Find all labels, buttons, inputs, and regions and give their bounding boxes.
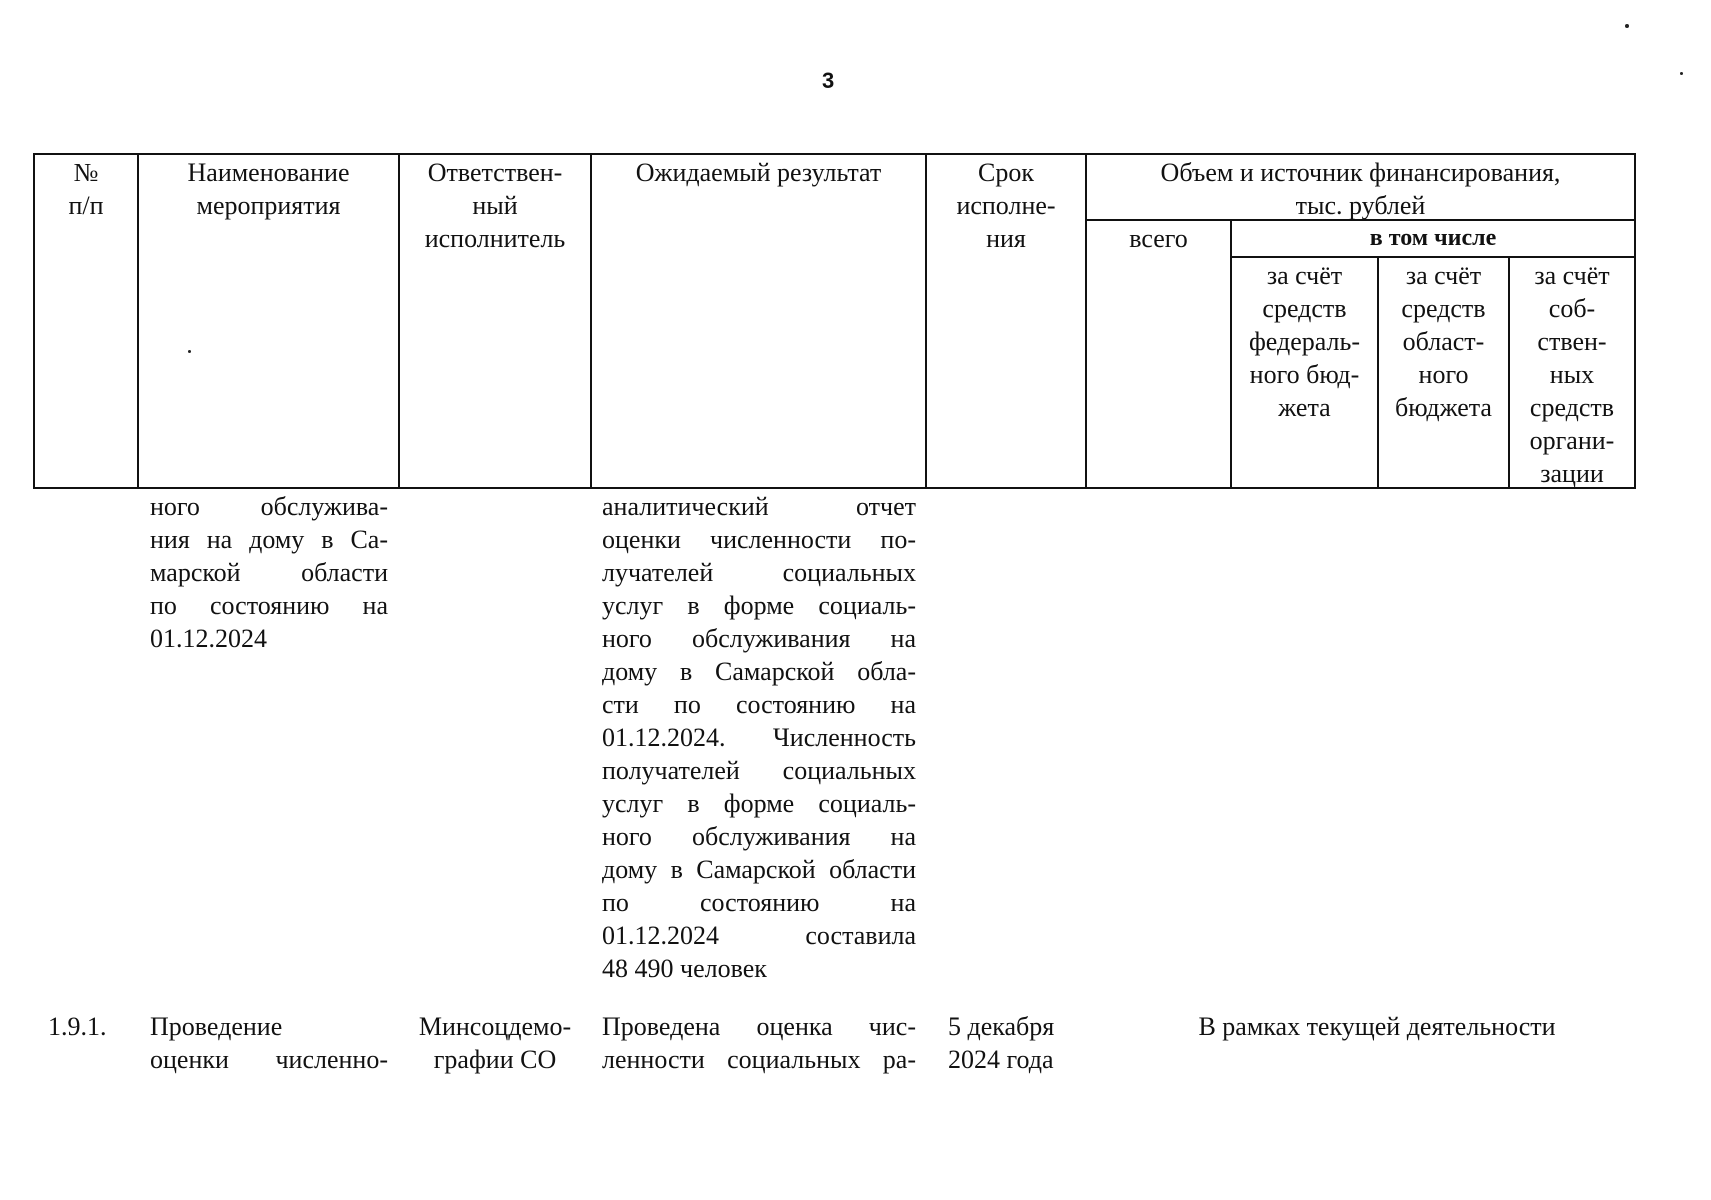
header-federal: за счёт средств федераль- ного бюд- жета (1248, 261, 1361, 422)
row-responsible: Минсоцдемо- графии СО (418, 1012, 572, 1074)
col-border-3 (590, 153, 592, 489)
header-regional: за счёт средств област- ного бюджета (1395, 261, 1492, 422)
col-border-right (1634, 153, 1636, 489)
header-name: Наименование мероприятия (187, 158, 350, 220)
row-deadline: 5 декабря 2024 года (948, 1012, 1055, 1074)
header-financing: Объем и источник финансирования, тыс. рублей (1160, 158, 1561, 220)
header-result: Ожидаемый результат (635, 158, 882, 187)
header-including: в том числе (1369, 225, 1497, 251)
header-responsible: Ответствен- ный исполнитель (424, 158, 566, 253)
row-financing: В рамках текущей деятельности (1198, 1012, 1556, 1041)
row-name: Проведение оценки численно- (150, 1012, 388, 1074)
header-bottom-border (33, 487, 1635, 489)
header-own: за счёт соб- ствен- ных средств органи- зации (1529, 261, 1615, 488)
header-num: № п/п (68, 158, 104, 220)
continued-name: ного обслужива- ния на дому в Са- марской области по состоянию на 01.12.2024 (150, 492, 388, 653)
scan-speck (1680, 72, 1683, 75)
including-divider (1230, 256, 1635, 258)
header-deadline: Срок исполне- ния (956, 158, 1056, 253)
page-number: 3 (822, 68, 835, 93)
scan-speck (188, 350, 191, 353)
scan-speck (1625, 24, 1629, 28)
row-number: 1.9.1. (48, 1012, 107, 1041)
header-top-border (33, 153, 1635, 155)
header-total: всего (1129, 224, 1188, 253)
row-result: Проведена оценка чис- ленности социальных ра- (602, 1012, 916, 1074)
continued-result: аналитический отчет оценки численности по- лучателей социальных услуг в форме социаль- ного обслуживания на дому в Самарской обла- сти по состоянию на 01.12.2024. Численность получателей социальных услуг в форме социаль- ного обслуживания на дому в Самарской области по состоянию на 01.12.2024 составила 48 490 человек (602, 492, 916, 983)
